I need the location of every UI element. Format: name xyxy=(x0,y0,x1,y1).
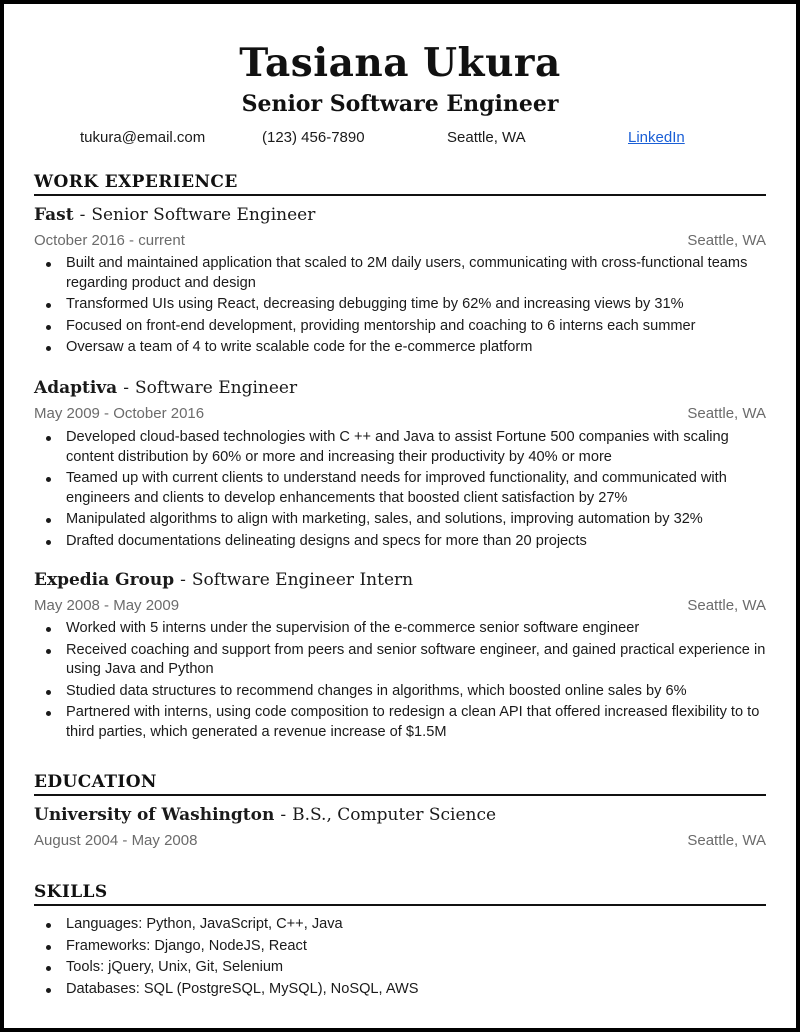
bullet-item: Drafted documentations delineating designs and specs for more than 20 projects xyxy=(34,532,766,552)
job-header xyxy=(34,570,413,590)
bullet-dot xyxy=(46,923,51,928)
bullet-item: Studied data structures to recommend changes in algorithms, which boosted online sales by 6% xyxy=(34,682,766,702)
job-role: Senior Software Engineer xyxy=(91,205,316,225)
bullet-dot xyxy=(46,945,51,950)
bullet-item: Focused on front-end development, providing mentorship and coaching to 6 interns each summer xyxy=(34,317,766,337)
job-dates: October 2016 - current xyxy=(34,232,185,249)
bullet-dot xyxy=(46,518,51,523)
bullet-dot xyxy=(46,966,51,971)
bullet-dot xyxy=(46,690,51,695)
skills-heading: SKILLS xyxy=(34,882,766,906)
skill-item: Languages: Python, JavaScript, C++, Java xyxy=(34,915,766,935)
bullet-item: Built and maintained application that scaled to 2M daily users, communicating with cross-functional teams regarding product and design xyxy=(34,254,766,293)
job-role: Software Engineer xyxy=(134,378,298,398)
skills-list xyxy=(34,915,766,1001)
job-role: Software Engineer Intern xyxy=(191,570,414,590)
school-name: University of Washington xyxy=(34,805,275,825)
job-location: Seattle, WA xyxy=(687,597,766,614)
bullet-dot xyxy=(46,325,51,330)
bullet-item: Partnered with interns, using code composition to redesign a clean API that offered increased flexibility to to third parties, which generated a revenue increase of $1.5M xyxy=(34,703,766,742)
bullet-dot xyxy=(46,303,51,308)
job-separator: - xyxy=(180,570,186,590)
bullet-item: Worked with 5 interns under the supervision of the e-commerce senior software engineer xyxy=(34,619,766,639)
bullet-dot xyxy=(46,711,51,716)
contact-location: Seattle, WA xyxy=(447,129,526,146)
candidate-name: Tasiana Ukura xyxy=(239,40,561,86)
job-bullets xyxy=(34,254,766,360)
bullet-dot xyxy=(46,540,51,545)
education-separator: - xyxy=(280,805,287,825)
skill-item: Tools: jQuery, Unix, Git, Selenium xyxy=(34,958,766,978)
education-heading: EDUCATION xyxy=(34,772,766,796)
job-separator: - xyxy=(123,378,129,398)
job-company: Adaptiva xyxy=(34,378,118,398)
bullet-dot xyxy=(46,649,51,654)
job-bullets xyxy=(34,428,766,553)
work-experience-heading: WORK EXPERIENCE xyxy=(34,172,766,196)
job-bullets xyxy=(34,619,766,744)
bullet-item: Received coaching and support from peers and senior software engineer, and gained practical experience in using Java and Python xyxy=(34,641,766,680)
job-header xyxy=(34,378,297,398)
job-company: Expedia Group xyxy=(34,570,175,590)
bullet-item: Developed cloud-based technologies with C ++ and Java to assist Fortune 500 companies with scaling content distribution by 60% or more and increasing their productivity by 40% or more xyxy=(34,428,766,467)
candidate-title: Senior Software Engineer xyxy=(241,91,559,117)
education-dates: August 2004 - May 2008 xyxy=(34,832,198,849)
job-dates: May 2009 - October 2016 xyxy=(34,405,205,422)
contact-email: tukura@email.com xyxy=(80,129,206,146)
education-meta xyxy=(34,832,766,849)
education-location: Seattle, WA xyxy=(687,832,766,849)
bullet-dot xyxy=(46,477,51,482)
job-dates: May 2008 - May 2009 xyxy=(34,597,180,614)
job-header xyxy=(34,205,315,225)
job-meta xyxy=(34,232,766,249)
skill-item: Frameworks: Django, NodeJS, React xyxy=(34,937,766,957)
contact-phone: (123) 456-7890 xyxy=(262,129,365,146)
skill-item: Databases: SQL (PostgreSQL, MySQL), NoSQL, AWS xyxy=(34,980,766,1000)
job-company: Fast xyxy=(34,205,74,225)
bullet-dot xyxy=(46,436,51,441)
bullet-dot xyxy=(46,262,51,267)
linkedin-link[interactable]: LinkedIn xyxy=(628,129,685,146)
job-separator: - xyxy=(79,205,86,225)
bullet-dot xyxy=(46,346,51,351)
degree: B.S., Computer Science xyxy=(292,805,497,825)
bullet-item: Teamed up with current clients to understand needs for improved functionality, and communicated with engineers and clients to develop enhancements that boosted client satisfaction by 27% xyxy=(34,469,766,508)
bullet-item: Oversaw a team of 4 to write scalable code for the e-commerce platform xyxy=(34,338,766,358)
job-location: Seattle, WA xyxy=(687,405,766,422)
bullet-dot xyxy=(46,627,51,632)
education-header xyxy=(34,805,496,825)
job-location: Seattle, WA xyxy=(687,232,766,249)
bullet-item: Manipulated algorithms to align with marketing, sales, and solutions, improving automation by 32% xyxy=(34,510,766,530)
job-meta xyxy=(34,405,766,422)
bullet-dot xyxy=(46,988,51,993)
job-meta xyxy=(34,597,766,614)
bullet-item: Transformed UIs using React, decreasing debugging time by 62% and increasing views by 31% xyxy=(34,295,766,315)
